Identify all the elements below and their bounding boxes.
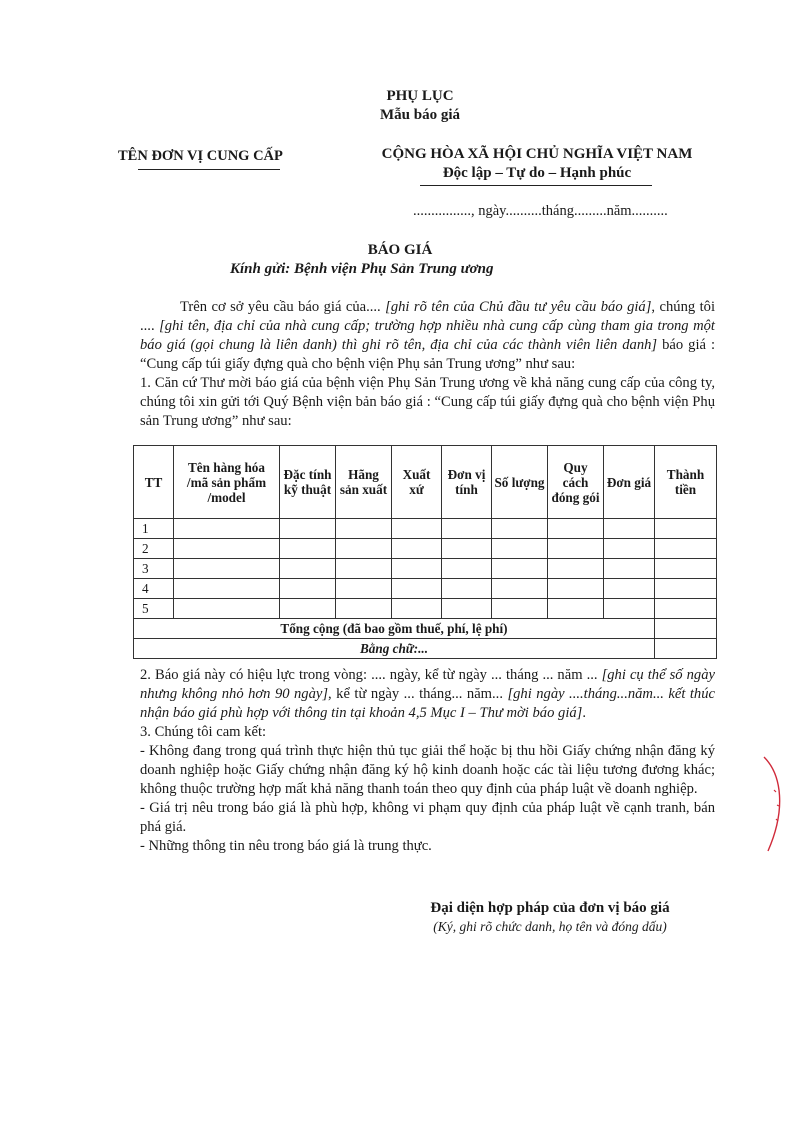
cell-unit-price[interactable] (604, 579, 655, 599)
cell-manufacturer[interactable] (336, 599, 392, 619)
intro-text-1: Trên cơ sở yêu cầu báo giá của.... (180, 299, 386, 315)
row-number: 5 (134, 599, 174, 619)
row-number: 3 (134, 559, 174, 579)
cell-unit[interactable] (442, 579, 492, 599)
intro-text-2: , chúng tôi .... (140, 299, 715, 334)
table-header-row (134, 446, 717, 519)
cell-quantity[interactable] (492, 599, 548, 619)
intro-paragraph (140, 298, 715, 374)
supplier-label: TÊN ĐƠN VỊ CUNG CẤP (118, 148, 283, 164)
validity-paragraph (140, 666, 715, 723)
commitment-item: - Những thông tin nêu trong báo giá là trung thực. (140, 838, 432, 854)
cell-origin[interactable] (392, 519, 442, 539)
cell-unit-price[interactable] (604, 599, 655, 619)
cell-unit[interactable] (442, 559, 492, 579)
row-number: 1 (134, 519, 174, 539)
commitment-item: - Giá trị nêu trong báo giá là phù hợp, không vi phạm quy định của pháp luật về cạnh tranh, bán phá giá. (140, 800, 715, 835)
validity-end-note: [ghi ngày ....tháng...năm... kết thúc nhận báo giá phù hợp với thông tin tại khoản 4,5 Mục I – Thư mời báo giá] (140, 686, 715, 721)
table-row (134, 559, 717, 579)
intro-requester-note: [ghi rõ tên của Chủ đầu tư yêu cầu báo giá] (385, 299, 652, 315)
cell-manufacturer[interactable] (336, 559, 392, 579)
commitment-item: - Không đang trong quá trình thực hiện thủ tục giải thể hoặc bị thu hồi Giấy chứng nhận đăng ký doanh nghiệp hoặc Giấy chứng nhận đăng ký hộ kinh doanh hoặc các tài liệu tương đương khác; không thuộc trường hợp mất khả năng thanh toán theo quy định của pháp luật về doanh nghiệp. (140, 743, 715, 797)
row-number: 4 (134, 579, 174, 599)
total-row (134, 619, 717, 639)
amount-in-words-label: Bằng chữ:... (134, 639, 655, 659)
cell-origin[interactable] (392, 559, 442, 579)
col-header-unit: Đơn vị tính (442, 446, 492, 519)
cell-packaging[interactable] (548, 539, 604, 559)
cell-manufacturer[interactable] (336, 539, 392, 559)
col-header-quantity: Số lượng (492, 446, 548, 519)
cell-origin[interactable] (392, 579, 442, 599)
stamp-edge-mark (760, 755, 790, 855)
commitments-heading: 3. Chúng tôi cam kết: (140, 724, 267, 740)
cell-amount[interactable] (655, 519, 717, 539)
cell-spec[interactable] (280, 599, 336, 619)
table-row (134, 519, 717, 539)
col-header-packaging: Quy cách đóng gói (548, 446, 604, 519)
terms-block (140, 666, 715, 856)
cell-unit[interactable] (442, 539, 492, 559)
cell-product[interactable] (174, 599, 280, 619)
table-row (134, 579, 717, 599)
cell-quantity[interactable] (492, 579, 548, 599)
table-row (134, 599, 717, 619)
date-line: ................, ngày..........tháng.........năm.......... (413, 203, 668, 219)
validity-text-2: , kể từ ngày ... tháng... năm... (328, 686, 508, 702)
cell-spec[interactable] (280, 519, 336, 539)
document-title: BÁO GIÁ (367, 242, 433, 258)
basis-paragraph: 1. Căn cứ Thư mời báo giá của bệnh viện Phụ Sản Trung ương về khả năng cung cấp của công ty, chúng tôi xin gửi tới Quý Bệnh viện bản báo giá : “Cung cấp túi giấy đựng quà cho bệnh viện Phụ sản Trung ương” như sau: (140, 375, 715, 429)
cell-spec[interactable] (280, 559, 336, 579)
cell-spec[interactable] (280, 579, 336, 599)
cell-quantity[interactable] (492, 519, 548, 539)
cell-unit[interactable] (442, 519, 492, 539)
cell-quantity[interactable] (492, 559, 548, 579)
cell-unit-price[interactable] (604, 539, 655, 559)
cell-packaging[interactable] (548, 519, 604, 539)
cell-unit-price[interactable] (604, 559, 655, 579)
amount-in-words-row (134, 639, 717, 659)
intro-block (140, 298, 715, 431)
cell-origin[interactable] (392, 539, 442, 559)
col-header-unit-price: Đơn giá (604, 446, 655, 519)
validity-days-note: [ghi cụ thể số ngày nhưng không nhỏ hơn 90 ngày] (140, 667, 715, 702)
cell-amount[interactable] (655, 539, 717, 559)
col-header-origin: Xuất xứ (392, 446, 442, 519)
cell-amount[interactable] (655, 579, 717, 599)
quotation-table (133, 445, 717, 659)
signature-note: (Ký, ghi rõ chức danh, họ tên và đóng dấu) (433, 919, 667, 934)
col-header-amount: Thành tiền (655, 446, 717, 519)
cell-product[interactable] (174, 519, 280, 539)
col-header-manufacturer: Hãng sản xuất (336, 446, 392, 519)
row-number: 2 (134, 539, 174, 559)
cell-unit-price[interactable] (604, 519, 655, 539)
cell-packaging[interactable] (548, 599, 604, 619)
col-header-product: Tên hàng hóa /mã sản phẩm /model (174, 446, 280, 519)
cell-product[interactable] (174, 579, 280, 599)
amount-in-words-cell[interactable] (655, 639, 717, 659)
total-label: Tổng cộng (đã bao gồm thuế, phí, lệ phí) (134, 619, 655, 639)
cell-packaging[interactable] (548, 579, 604, 599)
cell-amount[interactable] (655, 599, 717, 619)
cell-product[interactable] (174, 559, 280, 579)
cell-amount[interactable] (655, 559, 717, 579)
national-motto: Độc lập – Tự do – Hạnh phúc (442, 165, 632, 181)
cell-product[interactable] (174, 539, 280, 559)
cell-quantity[interactable] (492, 539, 548, 559)
signature-title: Đại diện hợp pháp của đơn vị báo giá (430, 900, 670, 916)
col-header-spec: Đặc tính kỹ thuật (280, 446, 336, 519)
intro-supplier-note: [ghi tên, địa chỉ của nhà cung cấp; trường hợp nhiều nhà cung cấp cùng tham gia trong một báo giá (gọi chung là liên danh) thì ghi rõ tên, địa chỉ của các thành viên liên danh] (140, 318, 715, 353)
cell-packaging[interactable] (548, 559, 604, 579)
intro-text-3: báo giá : “Cung cấp túi giấy đựng quà cho bệnh viện Phụ sản Trung ương” như sau: (140, 337, 715, 372)
col-header-tt: TT (134, 446, 174, 519)
cell-manufacturer[interactable] (336, 519, 392, 539)
recipient-line: Kính gửi: Bệnh viện Phụ Sản Trung ương (230, 261, 494, 277)
validity-text-3: . (582, 705, 587, 721)
table-row (134, 539, 717, 559)
supplier-underline (138, 169, 280, 170)
appendix-title: PHỤ LỤC (386, 88, 454, 104)
appendix-subtitle: Mẫu báo giá (379, 107, 460, 123)
motto-underline (420, 185, 652, 186)
total-amount-cell[interactable] (655, 619, 717, 639)
validity-text-1: 2. Báo giá này có hiệu lực trong vòng: .... ngày, kể từ ngày ... tháng ... năm ... (140, 667, 602, 683)
cell-manufacturer[interactable] (336, 579, 392, 599)
nation-name: CỘNG HÒA XÃ HỘI CHỦ NGHĨA VIỆT NAM (381, 146, 693, 162)
cell-origin[interactable] (392, 599, 442, 619)
cell-spec[interactable] (280, 539, 336, 559)
cell-unit[interactable] (442, 599, 492, 619)
